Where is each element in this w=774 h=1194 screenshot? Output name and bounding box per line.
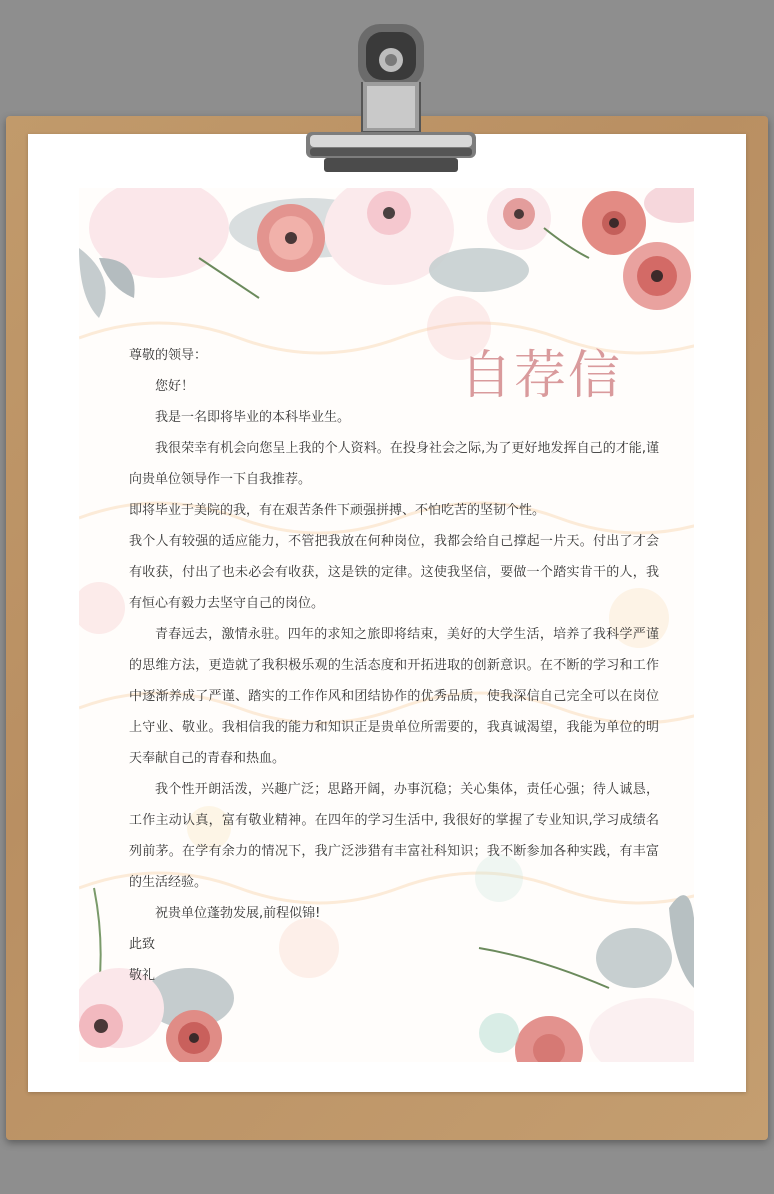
paragraph: 我个性开朗活泼，兴趣广泛；思路开阔，办事沉稳；关心集体，责任心强；待人诚恳，工作主动认真，富有敬业精神。在四年的学习生活中, 我很好的掌握了专业知识,学习成绩名列前茅。在学有余力的情况下，我广泛涉猎有丰富社科知识；我不断参加各种实践，有丰富的生活经验。 bbox=[129, 782, 659, 890]
paragraph: 我很荣幸有机会向您呈上我的个人资料。在投身社会之际,为了更好地发挥自己的才能,谨向贵单位领导作一下自我推荐。 bbox=[129, 441, 659, 487]
salutation: 尊敬的领导： bbox=[129, 348, 208, 363]
closing-line: 此致 bbox=[129, 937, 156, 952]
paragraph: 祝贵单位蓬勃发展,前程似锦! bbox=[155, 906, 321, 921]
closing-line: 敬礼 bbox=[129, 968, 156, 983]
paragraph: 我个人有较强的适应能力，不管把我放在何种岗位，我都会给自己撑起一片天。付出了才会有收获，付出了也未必会有收获，这是铁的定律。这使我坚信，要做一个踏实肯干的人，我有恒心有毅力去坚守自己的岗位。 bbox=[129, 534, 659, 611]
greeting: 您好！ bbox=[155, 379, 195, 394]
binder-clip bbox=[300, 22, 480, 182]
letter-body bbox=[129, 340, 659, 991]
paragraph: 即将毕业于美院的我，有在艰苦条件下顽强拼搏、不怕吃苦的坚韧个性。 bbox=[129, 503, 546, 518]
paragraph: 青春远去，激情永驻。四年的求知之旅即将结束，美好的大学生活，培养了我科学严谨的思维方法，更造就了我积极乐观的生活态度和开拓进取的创新意识。在不断的学习和工作中逐渐养成了严谨、踏实的工作作风和团结协作的优秀品质，使我深信自己完全可以在岗位上守业、敬业。我相信我的能力和知识正是贵单位所需要的，我真诚渴望，我能为单位的明天奉献自己的青春和热血。 bbox=[129, 627, 659, 766]
top-flower-band bbox=[79, 188, 694, 318]
paragraph: 我是一名即将毕业的本科毕业生。 bbox=[155, 410, 351, 425]
letter-title: 自荐信 bbox=[460, 346, 623, 406]
